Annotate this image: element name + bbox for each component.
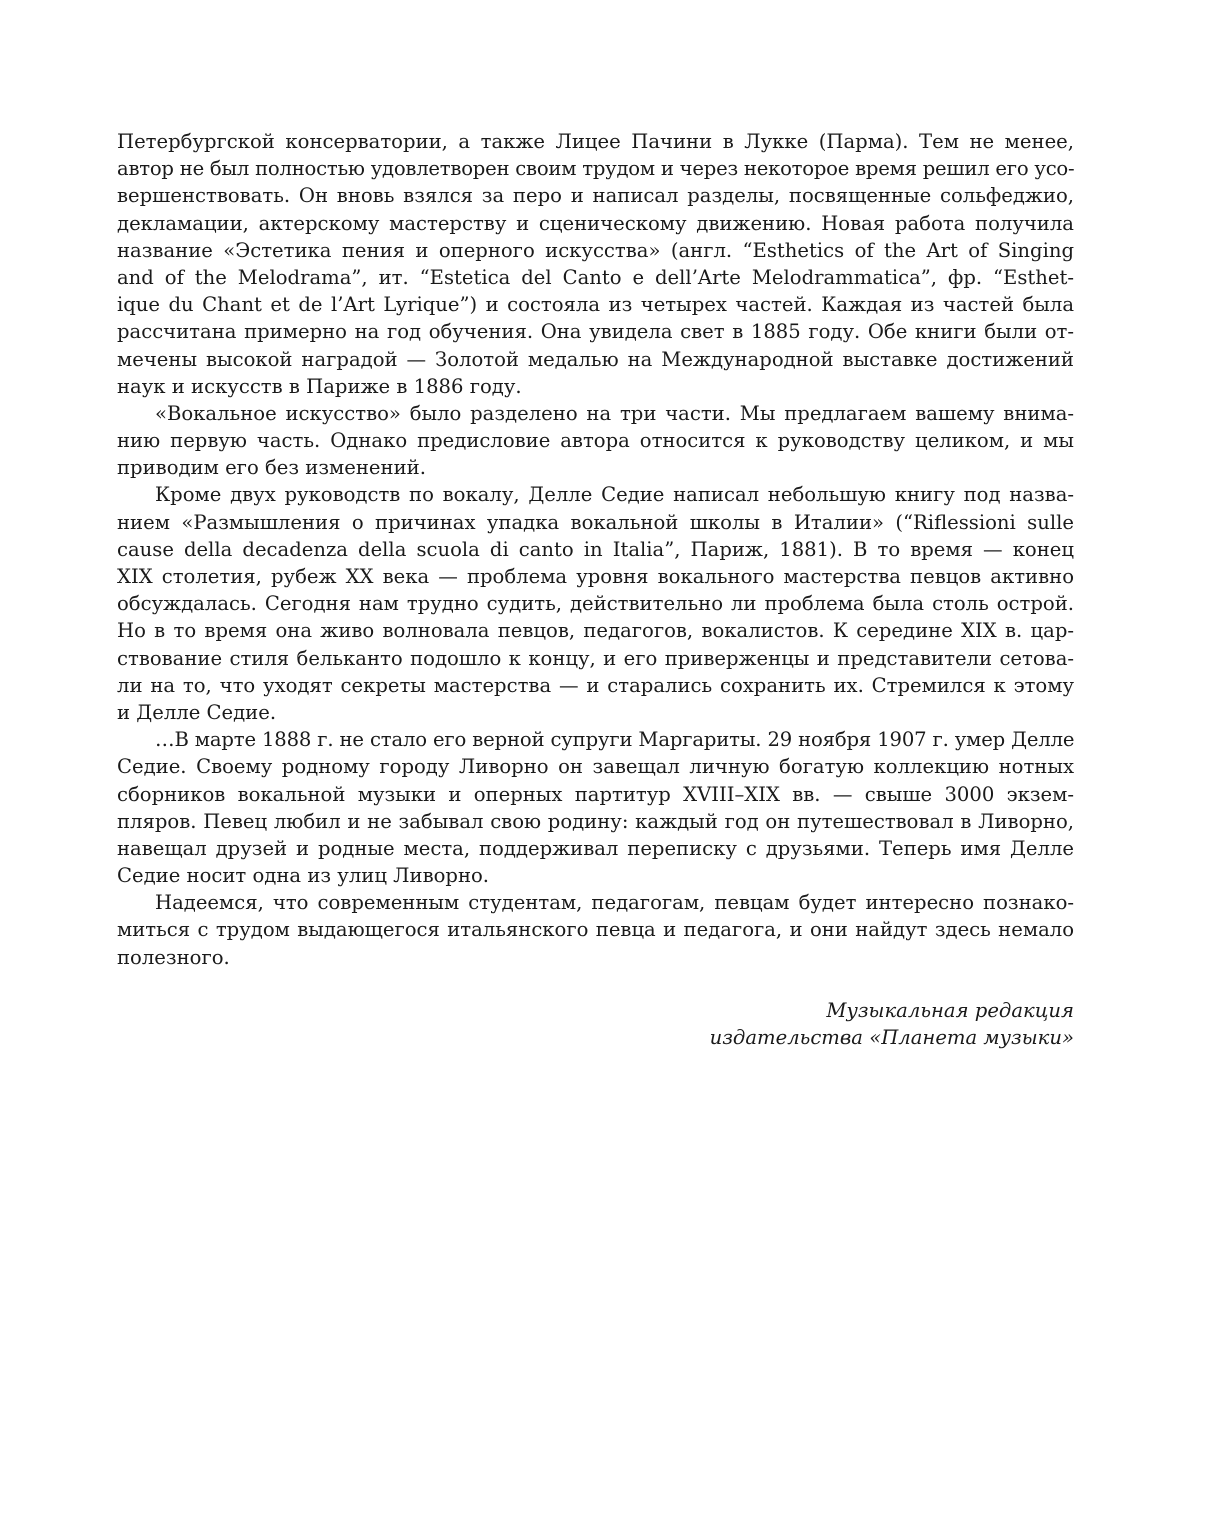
text-line: cause della decadenza della scuola di canto in Italia”, Париж, 1881). В то время — конец [117,537,1074,561]
text-line: сборников вокальной музыки и оперных партитур XVIII–XIX вв. — свыше 3000 экзем- [117,782,1074,806]
text-line: рассчитана примерно на год обучения. Она увидела свет в 1885 году. Обе книги были от- [117,320,1074,344]
text-line: «Вокальное искусство» было разделено на три части. Мы предлагаем вашему внима- [155,401,1074,425]
text-line: Кроме двух руководств по вокалу, Делле Седие написал небольшую книгу под назва- [155,483,1074,507]
paragraph [117,400,1074,482]
paragraph [117,128,1074,400]
text-line: декламации, актерскому мастерству и сценическому движению. Новая работа получила [117,211,1074,235]
document-page [117,128,1074,1051]
text-line: автор не был полностью удовлетворен своим трудом и через некоторое время решил его усо- [117,157,1075,181]
text-line: миться с трудом выдающегося итальянского певца и педагога, и они найдут здесь немало [117,918,1074,942]
text-line: полезного. [117,945,230,969]
text-line: обсуждалась. Сегодня нам трудно судить, действительно ли проблема была столь острой. [117,592,1074,616]
text-line: вершенствовать. Он вновь взялся за перо и написал разделы, посвященные сольфеджио, [117,184,1074,208]
text-line: мечены высокой наградой — Золотой медалью на Международной выставке достижений [117,347,1074,371]
text-line: Надеемся, что современным студентам, педагогам, певцам будет интересно познако- [155,891,1074,915]
text-line: XIX столетия, рубеж XX века — проблема уровня вокального мастерства певцов активно [117,565,1074,588]
text-line: нию первую часть. Однако предисловие автора относится к руководству целиком, и мы [117,429,1074,453]
paragraph [117,889,1074,971]
text-line: и Делле Седие. [117,700,277,724]
text-line: приводим его без изменений. [117,456,426,480]
text-line: and of the Melodrama”, ит. “Estetica del Canto e dell’Arte Melodrammatica”, фр. “Esthet- [117,265,1074,289]
text-line: ique du Chant et de l’Art Lyrique”) и состояла из четырех частей. Каждая из частей была [117,293,1074,317]
text-line: название «Эстетика пения и оперного искусства» (англ. “Esthetics of the Art of Singing [117,238,1074,262]
paragraph [117,726,1074,889]
text-line: навещал друзей и родные места, поддерживал переписку с друзьями. Теперь имя Делле [117,836,1074,860]
text-line: ли на то, что уходят секреты мастерства — и старались сохранить их. Стремился к этому [117,673,1074,697]
text-line: Петербургской консерватории, а также Лицее Пачини в Лукке (Парма). Тем не менее, [117,130,1074,153]
text-line: Седие. Своему родному городу Ливорно он завещал личную богатую коллекцию нотных [117,755,1074,779]
paragraph [117,481,1074,726]
signature [117,997,1074,1051]
text-line: Но в то время она живо волновала певцов, педагогов, вокалистов. К середине XIX в. цар- [117,619,1074,643]
signature-line-2: издательства «Планета музыки» [709,1026,1074,1049]
text-line: пляров. Певец любил и не забывал свою родину: каждый год он путешествовал в Ливорно, [117,809,1074,833]
text-line: Седие носит одна из улиц Ливорно. [117,864,490,888]
text-line: …В марте 1888 г. не стало его верной супруги Маргариты. 29 ноября 1907 г. умер Делле [155,728,1075,752]
text-line: нием «Размышления о причинах упадка вокальной школы в Италии» (“Riflessioni sulle [117,510,1074,534]
body-text [117,128,1074,971]
signature-line-1: Музыкальная редакция [826,998,1074,1022]
text-line: ствование стиля бельканто подошло к концу, и его приверженцы и представители сетова- [117,646,1074,670]
text-line: наук и искусств в Париже в 1886 году. [117,374,522,398]
